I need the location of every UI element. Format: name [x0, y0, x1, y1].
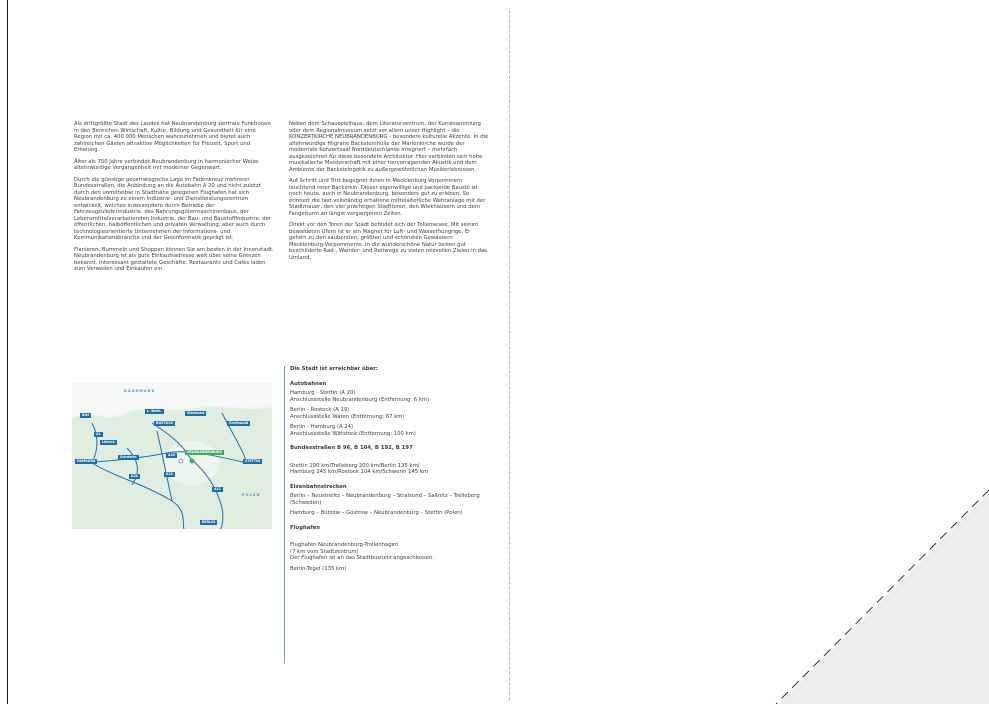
- country-label: DÄNEMARK: [124, 389, 156, 393]
- paragraph: Älter als 750 Jahre verbindet Neubrandenburg in harmonischer Weise altehrwürdige Vergangenheit mit moderner Gegenwart.: [74, 158, 259, 171]
- section-heading: Die Stadt ist erreichbar über:: [290, 366, 378, 372]
- section-heading: Eisenbahnstrecken: [290, 483, 347, 490]
- map-city-label: BERLIN: [202, 520, 215, 524]
- map-road-label: A24: [131, 474, 138, 478]
- map-road-label: A11: [214, 487, 221, 491]
- paragraph: Direkt vor den Toren der Stadt befindet sich der Tollensesee. Mit seinen bewaldeten Ufern ist er ein Magnet für Luft- und Wasserhungrige. Er gehört zu den saubersten, größten und schönsten Gewässern Mecklenburg-Vorpommerns. In die wunderschöne Natur locken gut beschilderte Rad-, Wander- und Reitwege zu vielen reizvollen Zielen in das Umland.: [289, 222, 487, 261]
- right-text-column: [289, 121, 489, 266]
- paragraph: Flanieren, Bummeln und Shoppen können Sie am besten in der Innenstadt. Neubrandenburg ist als gute Einkaufsadresse weit über seine Grenzen bekannt. Interessant gestaltete Geschäfte, Restaurants und Cafés laden zum Verweilen und Einkaufen ein.: [74, 246, 274, 272]
- map-city-label: Lübeck: [102, 440, 115, 444]
- paragraph: Neben dem Schauspielhaus, dem Literaturzentrum, der Kunstsammlung oder dem Regionalmuseum setzt vor allem unser Highlight – die KONZERTKIRCHE NEUBRANDENBURG - besondere kulturelle Akzente. In die altehrwürdige filigrane Backsteinhülle der Marienkirche wurde der modernste Konzertsaal Norddeutschlands integriert – mehrfach ausgezeichnet für diese besondere Architektur. Hier verbinden sich hohe musikalische Meisterschaft mit einer hervorragenden Akustik und dem Ambiente der Backsteingotik zu außergewöhnlichen Musikerlebnissen.: [289, 121, 489, 173]
- country-label: POLEN: [242, 493, 261, 497]
- fold-line: [509, 10, 510, 700]
- paragraph: Auf Schritt und Tritt begegnet Ihnen in Mecklenburg-Vorpommern leuchtend roter Backstein. Dieser eigenwillige und packende Baustil ist noch heute, auch in Neubrandenburg, besonders gut zu erleben. So erinnert die fast vollständig erhaltene mittelalterliche Wehranlage mit der Stadtmauer, den vier prächtigen Stadttoren, den Wiekhäusern und dem Fangelturm an längst vergangenen Zeiten.: [289, 178, 486, 217]
- map-city-label: Kiel: [82, 413, 89, 417]
- page-border: [7, 0, 989, 704]
- route-entry: Berlin - Rostock (A 19) Anschlussstelle Waren (Entfernung: 67 km): [290, 407, 405, 420]
- section-heading: Flughafen: [290, 524, 321, 531]
- left-text-column: [74, 121, 274, 278]
- map-city-label-highlight: NEUBRANDENBURG: [187, 450, 223, 454]
- section-heading: Bundesstraßen B 96, B 104, B 192, B 197: [290, 445, 413, 451]
- airport-entry: Flughafen Neubrandenburg-Trollenhagen (7 km vom Stadtzentrum) Der Flughafen ist an das Stadtbusnetz angeschlossen.: [290, 542, 435, 561]
- map-city-label: STETTIN: [245, 459, 260, 463]
- map-road-label: A19: [166, 472, 173, 476]
- route-entry: Hamburg – Bützow – Güstrow – Neubrandenburg – Stettin (Polen): [290, 510, 463, 516]
- location-map: [72, 383, 272, 529]
- route-entry: Berlin - Hamburg (A 24) Anschlussstelle Wittstock (Entfernung: 100 km): [290, 424, 416, 437]
- paragraph: Als drittgrößte Stadt des Landes hat Neubrandenburg zentrale Funktionen in den Bereichen Wirtschaft, Kultur, Bildung und Gesundheit für eine Region mit ca. 400 000 Menschen wahrzunehmen und bietet auch zahlreichen Gästen attraktive Möglichkeiten für Freizeit, Sport und Erholung.: [74, 121, 271, 153]
- distance-list: Stettin 100 km/Trelleborg 200 km/Berlin 135 km/ Hamburg 245 km/Rostock 104 km/Schwerin 145 km: [290, 462, 429, 475]
- airport-entry: Berlin-Tegel (135 km): [290, 565, 347, 572]
- map-road-label: A1: [96, 432, 101, 436]
- paragraph: Durch die günstige geostrategische Lage im Fadenkreuz mehrerer Bundesstraßen, die Anbindung an die Autobahn A 20 und nicht zuletzt durch den unmittelbar in Stadtnähe gelegenen Flughafen hat sich Neubrandenburg zu einem Industrie- und Dienstleistungszentrum entwickelt, welches insbesondere durch Betriebe der Fahrzeugzulieferindustrie, des Nahrungsgütermaschinenbaus, der Lebensmittelverarbeitenden Industrie, der Bau- und Baustoffindustrie, der öffentlichen, halböffentlichen und privaten Verwaltung, aber auch durch technologieorientierte Unternehmen der Informations- und Kommunikationsbranche und der Geoinformatik geprägt ist.: [74, 176, 272, 241]
- route-entry: Hamburg - Stettin (A 20) Anschlussstelle Neubrandenburg (Entfernung: 6 km): [290, 390, 430, 403]
- section-heading: Autobahnen: [290, 380, 327, 387]
- map-city-label: Greifswald: [229, 421, 249, 425]
- map-city-label: HAMBURG: [77, 459, 96, 463]
- map-city-label: Stralsund: [187, 411, 205, 415]
- route-entry: Berlin – Neustrelitz – Neubrandenburg – Stralsund – Saßnitz – Trelleborg (Schweden): [290, 493, 480, 506]
- map-city-label: ROSTOCK: [156, 421, 174, 425]
- map-city-label: L. Beeb.: [147, 409, 162, 413]
- map-city-label: Schwerin: [120, 455, 137, 459]
- reachability-box: [284, 366, 494, 663]
- map-road-label: A20: [168, 453, 175, 457]
